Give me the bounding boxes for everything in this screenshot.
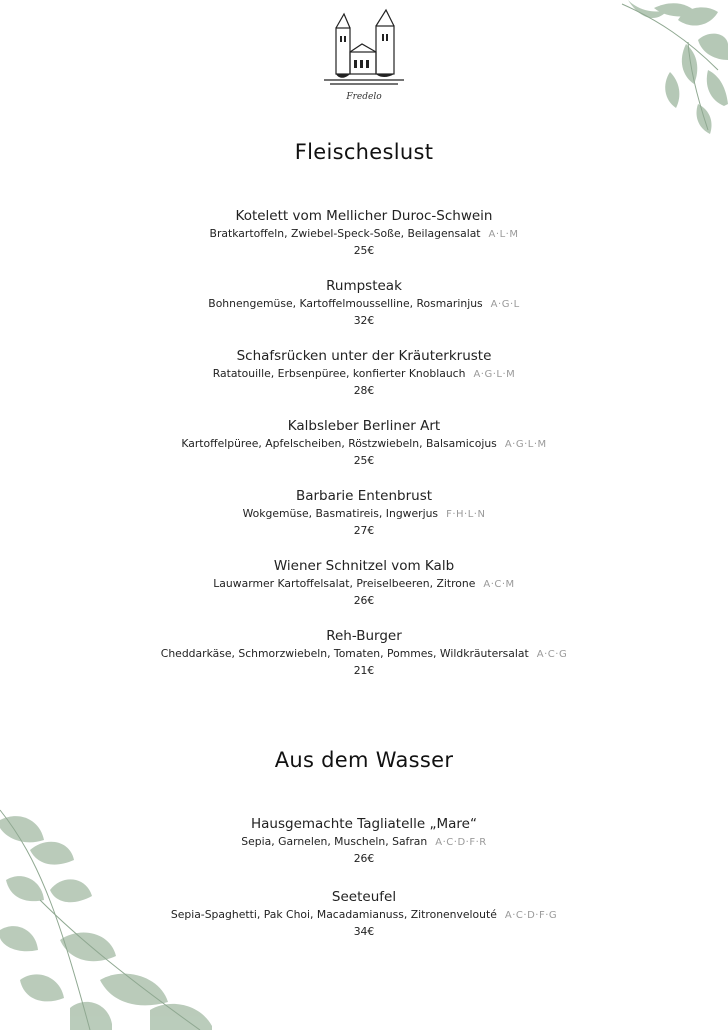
dish-allergens: A·C·G xyxy=(536,649,568,660)
logo-text: Fredelo xyxy=(346,92,382,102)
dish-name: Hausgemachte Tagliatelle „Mare“ xyxy=(251,816,477,832)
dish-item xyxy=(0,487,728,539)
dish-price: 21€ xyxy=(353,664,375,677)
dish-item xyxy=(0,277,728,329)
dish-price: 27€ xyxy=(353,524,375,537)
dish-description: Sepia, Garnelen, Muscheln, Safran xyxy=(241,835,428,848)
dish-name: Wiener Schnitzel vom Kalb xyxy=(273,558,455,574)
dish-name: Barbarie Entenbrust xyxy=(295,488,433,504)
dish-allergens: A·G·L·M xyxy=(473,369,516,380)
leaf-decoration-top-right xyxy=(558,0,728,140)
dish-allergens: A·C·M xyxy=(483,579,515,590)
dish-price: 26€ xyxy=(353,594,375,607)
dish-allergens: A·G·L xyxy=(490,299,520,310)
dish-name: Kotelett vom Mellicher Duroc-Schwein xyxy=(235,208,493,224)
dish-price: 34€ xyxy=(353,925,375,938)
dish-description: Ratatouille, Erbsenpüree, konfierter Knoblauch xyxy=(212,367,466,380)
dish-price: 25€ xyxy=(353,454,375,467)
dish-name: Seeteufel xyxy=(331,889,397,905)
section-title-aus-dem-wasser: Aus dem Wasser xyxy=(274,748,454,772)
dish-item xyxy=(0,207,728,259)
dish-description: Wokgemüse, Basmatireis, Ingwerjus xyxy=(242,507,439,520)
dish-name: Reh-Burger xyxy=(326,628,402,644)
dish-allergens: F·H·L·N xyxy=(446,509,486,520)
dish-allergens: A·L·M xyxy=(488,229,519,240)
dish-item xyxy=(0,557,728,609)
dish-item xyxy=(0,815,728,867)
dish-description: Cheddarkäse, Schmorzwiebeln, Tomaten, Pommes, Wildkräutersalat xyxy=(160,647,529,660)
dish-item xyxy=(0,627,728,679)
dish-name: Rumpsteak xyxy=(326,278,402,294)
dish-name: Schafsrücken unter der Kräuterkruste xyxy=(236,348,492,364)
dish-item xyxy=(0,417,728,469)
dish-description: Sepia-Spaghetti, Pak Choi, Macadamianuss, Zitronenvelouté xyxy=(170,908,497,921)
dish-price: 26€ xyxy=(353,852,375,865)
dish-allergens: A·C·D·F·R xyxy=(435,837,487,848)
dish-price: 32€ xyxy=(353,314,375,327)
dish-description: Lauwarmer Kartoffelsalat, Preiselbeeren, Zitrone xyxy=(213,577,476,590)
dish-allergens: A·C·D·F·G xyxy=(504,910,558,921)
dish-item xyxy=(0,347,728,399)
dish-price: 25€ xyxy=(353,244,375,257)
dish-description: Bohnengemüse, Kartoffelmousselline, Rosmarinjus xyxy=(208,297,483,310)
section-title-fleischeslust: Fleischeslust xyxy=(294,140,434,164)
restaurant-logo xyxy=(318,8,410,108)
dish-description: Bratkartoffeln, Zwiebel-Speck-Soße, Beilagensalat xyxy=(209,227,481,240)
dish-name: Kalbsleber Berliner Art xyxy=(287,418,441,434)
dish-description: Kartoffelpüree, Apfelscheiben, Röstzwiebeln, Balsamicojus xyxy=(181,437,497,450)
church-logo-icon xyxy=(318,8,410,92)
dish-item xyxy=(0,888,728,940)
dish-price: 28€ xyxy=(353,384,375,397)
dish-allergens: A·G·L·M xyxy=(504,439,547,450)
